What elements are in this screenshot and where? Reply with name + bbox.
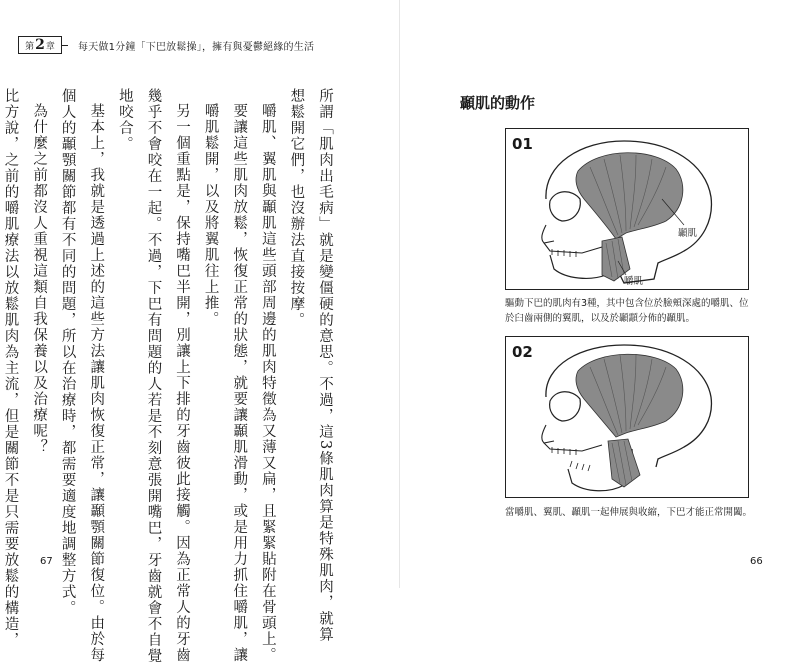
chapter-title: 每天做1分鐘「下巴放鬆操」，擁有與憂鬱絕緣的生活 [78,42,315,53]
body-line: 嚼肌、翼肌與顳肌這些頭部周邊的肌肉特徵為又薄又扁，且緊緊貼附在骨頭上。 [259,102,276,663]
body-line: 地咬合。 [116,88,133,152]
label-temporalis-1: 顳肌 [678,228,698,239]
header-rule [62,45,68,46]
figure-title: 顳肌的動作 [460,94,536,112]
body-line: 基本上，我就是透過上述的這些方法讓肌肉恢復正常，讓顳顎關節復位。由於每 [88,102,105,663]
body-line: 所謂「肌肉出毛病」就是變僵硬的意思。不過，這3條肌肉算是特殊肌肉，就算 [317,88,333,643]
body-line: 個人的顳顎關節都有不同的問題，所以在治療時，都需要適度地調整方式。 [59,88,76,616]
page-number-left: 67 [40,556,53,567]
page-number-right: 66 [750,556,763,567]
panel-2-number: 02 [512,343,533,361]
body-line: 為什麼之前都沒人重視這類自我保養以及治療呢？ [31,102,48,455]
body-line: 想鬆開它們，也沒辦法直接按摩。 [288,88,305,328]
label-masseter-1: 嚼肌 [624,276,644,287]
chapter-suffix: 章 [45,41,55,52]
skull-illustration-closed [506,129,750,291]
chapter-prefix: 第 [25,41,35,52]
body-line: 要讓這些肌肉放鬆，恢復正常的狀態，就要讓顳肌滑動，或是用力抓住嚼肌，讓 [231,102,248,663]
figure-panel-1 [505,128,749,290]
chapter-badge [18,36,62,54]
body-line: 比方說，之前的嚼肌療法以放鬆肌肉為主流，但是關節不是只需要放鬆的構造， [2,88,19,648]
page-gutter [399,0,400,588]
body-line: 另一個重點是，保持嘴巴半開，別讓上下排的牙齒彼此接觸。因為正常人的牙齒 [174,102,191,663]
figure-panel-2 [505,336,749,498]
chapter-number: 2 [35,37,45,53]
skull-illustration-open [506,337,750,499]
body-line: 幾乎不會咬在一起。不過，下巴有問題的人若是不刻意張開嘴巴，牙齒就會不自覺 [145,88,162,664]
panel-1-number: 01 [512,135,533,153]
figure-caption-1: 驅動下巴的肌肉有3種，其中包含位於臉頰深處的嚼肌、位於臼齒兩側的翼肌，以及於顳顬分佈的顳肌。 [505,298,749,324]
body-line: 嚼肌鬆開，以及將翼肌往上推。 [202,102,219,327]
figure-caption-2: 當嚼肌、翼肌、顳肌一起伸展與收縮，下巴才能正常開闔。 [505,507,753,518]
